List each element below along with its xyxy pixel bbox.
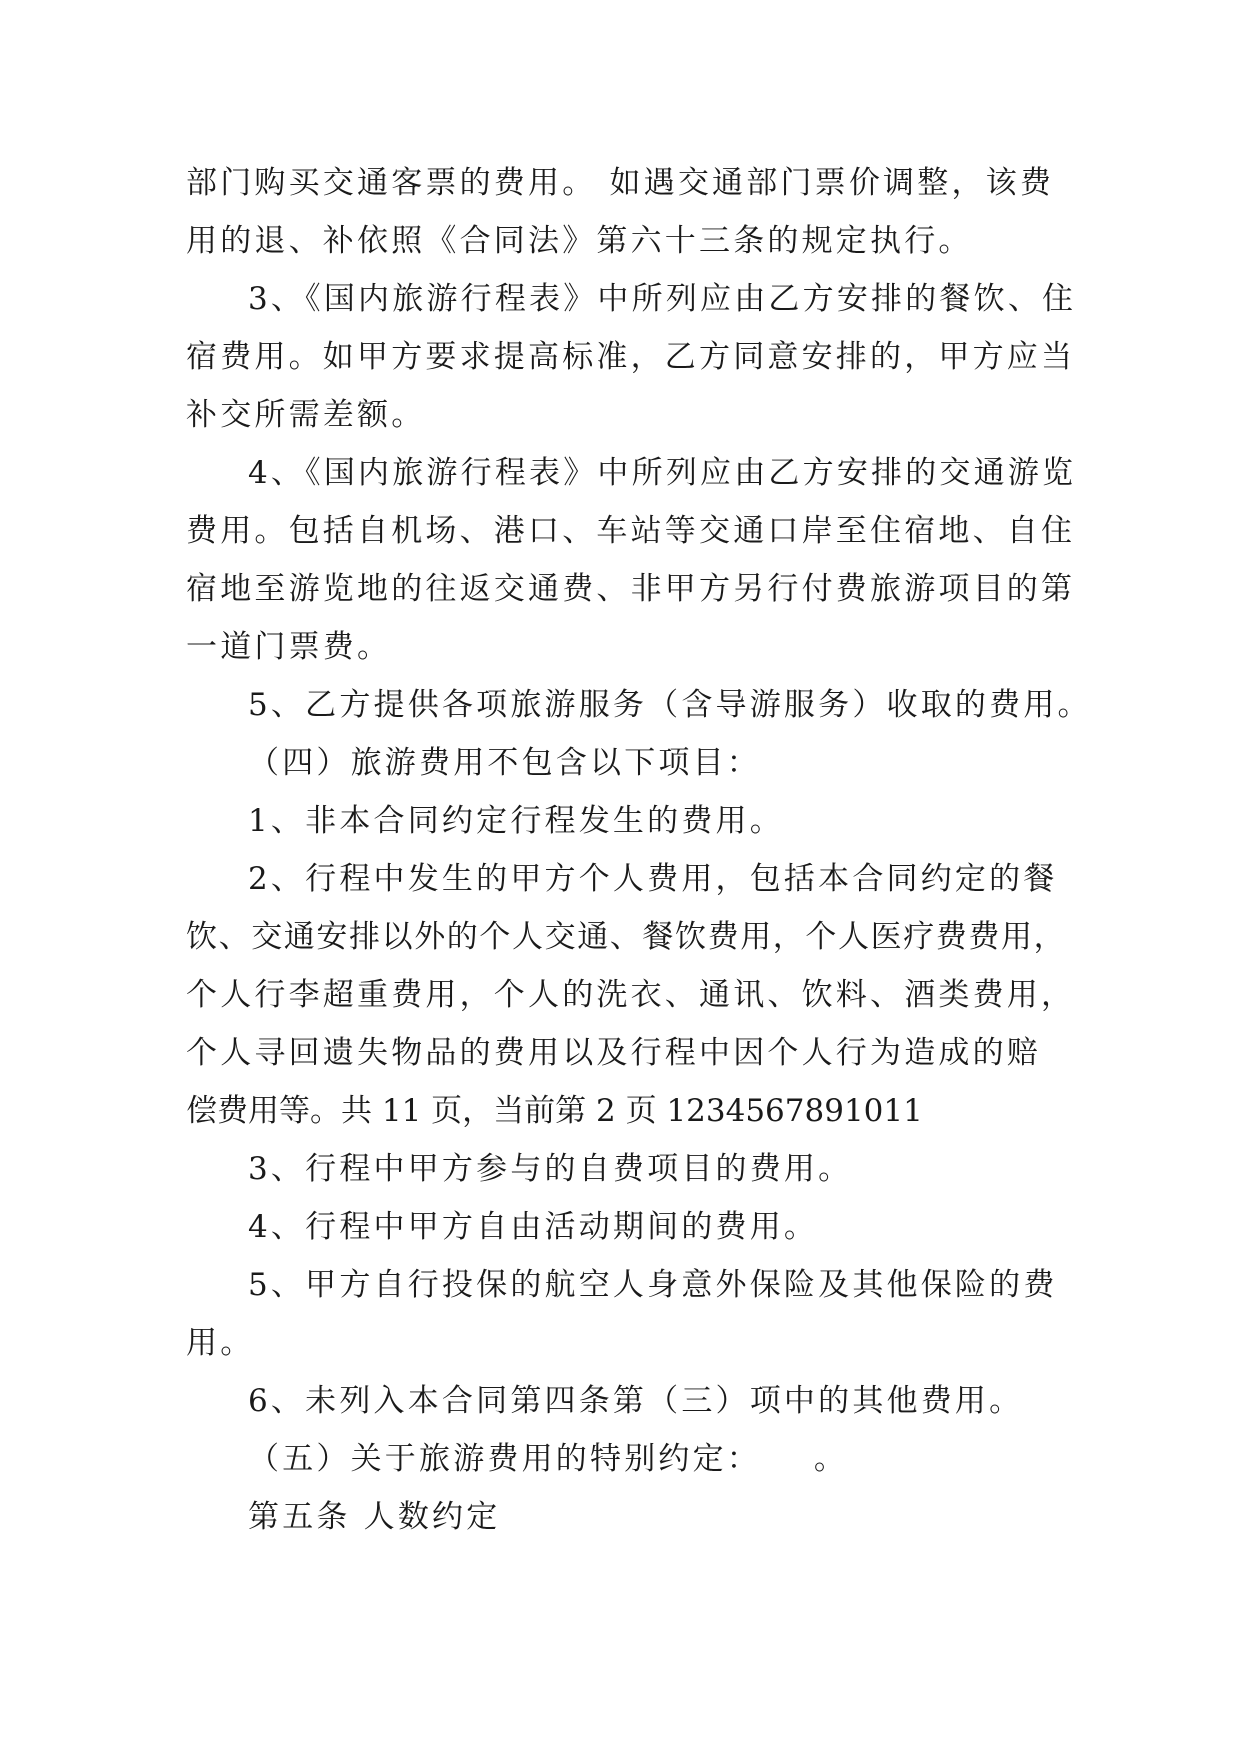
paragraph-line: 3、行程中甲方参与的自费项目的费用。 (248, 1151, 853, 1187)
paragraph-line: 3、《国内旅游行程表》中所列应由乙方安排的餐饮、住 (248, 281, 1077, 317)
paragraph-line-page-info: 偿费用等。共 11 页，当前第 2 页 1234567891011 (186, 1093, 923, 1129)
paragraph-line: 个人寻回遗失物品的费用以及行程中因个人行为造成的赔 (186, 1035, 1041, 1071)
paragraph-line: 补交所需差额。 (186, 397, 426, 433)
paragraph-line: 一道门票费。 (186, 629, 392, 665)
paragraph-line: 个人行李超重费用，个人的洗衣、通讯、饮料、酒类费用， (186, 977, 1076, 1013)
paragraph-line: 饮、交通安排以外的个人交通、餐饮费用，个人医疗费费用， (186, 919, 1067, 955)
paragraph-line: 费用。包括自机场、港口、车站等交通口岸至住宿地、自住 (186, 513, 1076, 549)
paragraph-line: 宿费用。如甲方要求提高标准，乙方同意安排的，甲方应当 (186, 339, 1076, 375)
paragraph-line: 4、《国内旅游行程表》中所列应由乙方安排的交通游览 (248, 455, 1077, 491)
paragraph-line: 1、非本合同约定行程发生的费用。 (248, 803, 784, 839)
section-heading: （五）关于旅游费用的特别约定： 。 (248, 1441, 849, 1477)
paragraph-line: 6、未列入本合同第四条第（三）项中的其他费用。 (248, 1383, 1024, 1419)
paragraph-line: 2、行程中发生的甲方个人费用，包括本合同约定的餐 (248, 861, 1058, 897)
paragraph-line: 用。 (186, 1325, 255, 1361)
paragraph-line: 用的退、补依照《合同法》第六十三条的规定执行。 (186, 223, 973, 259)
paragraph-line: 5、乙方提供各项旅游服务（含导游服务）收取的费用。 (248, 687, 1092, 723)
article-heading: 第五条 人数约定 (248, 1499, 501, 1535)
paragraph-line: 部门购买交通客票的费用。 如遇交通部门票价调整，该费 (186, 165, 1055, 201)
section-heading: （四）旅游费用不包含以下项目： (248, 745, 761, 781)
paragraph-line: 4、行程中甲方自由活动期间的费用。 (248, 1209, 819, 1245)
paragraph-line: 宿地至游览地的往返交通费、非甲方另行付费旅游项目的第 (186, 571, 1076, 607)
paragraph-line: 5、甲方自行投保的航空人身意外保险及其他保险的费 (248, 1267, 1058, 1303)
